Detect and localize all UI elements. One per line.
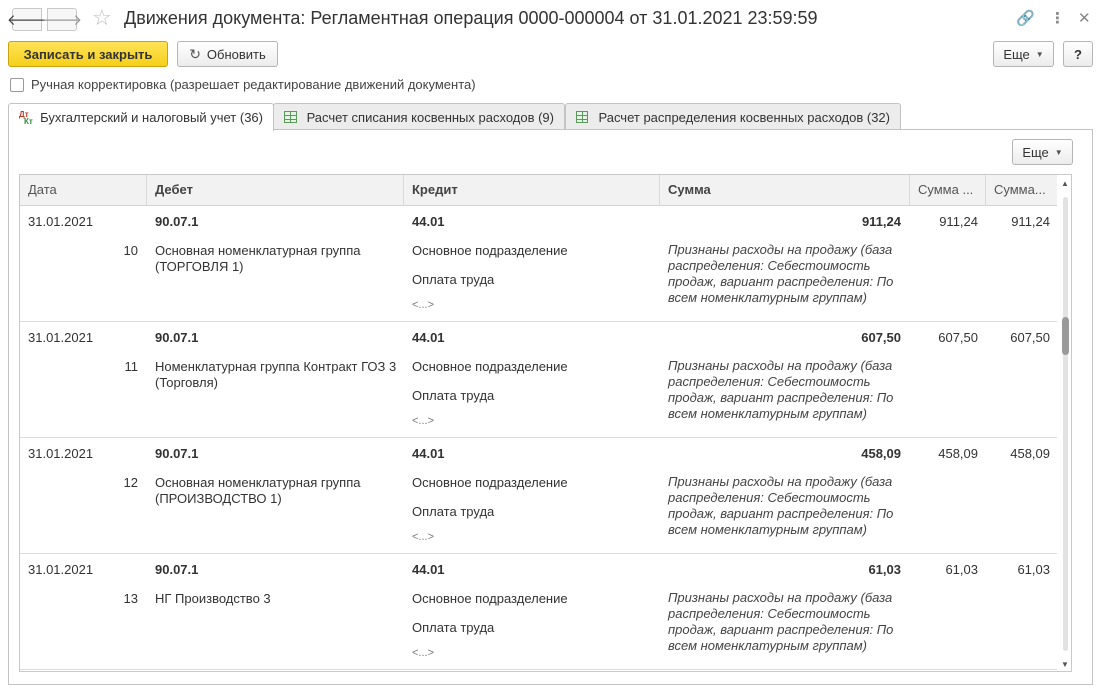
cell-debit-subconto: НГ Производство 3 bbox=[155, 591, 271, 606]
more-menu-button[interactable] bbox=[993, 41, 1054, 67]
table-row[interactable] bbox=[20, 206, 1057, 322]
cell-credit-subconto-2: Оплата труда bbox=[412, 504, 495, 519]
cell-credit-account: 44.01 bbox=[412, 214, 445, 229]
arrow-right-icon: 🡒 bbox=[41, 12, 83, 29]
caret-down-icon: ▼ bbox=[1035, 49, 1044, 59]
cell-line-number: 11 bbox=[124, 359, 138, 374]
tab-indirect-writeoff[interactable] bbox=[273, 103, 565, 130]
manual-edit-row bbox=[10, 77, 476, 92]
column-header-debit[interactable]: Дебет bbox=[147, 175, 404, 206]
cell-description: Признаны расходы на продажу (база распределения: Себестоимость продаж, вариант распределения: По всем номенклатурным группам) bbox=[668, 242, 894, 305]
cell-date: 31.01.2021 bbox=[28, 330, 94, 345]
tab-indirect-distribution[interactable] bbox=[565, 103, 901, 130]
cell-credit-subconto-1: Основное подразделение bbox=[412, 359, 568, 374]
cell-sum-3: 607,50 bbox=[1010, 330, 1050, 345]
table-row[interactable] bbox=[20, 322, 1057, 438]
caret-down-icon: ▼ bbox=[1054, 147, 1063, 157]
refresh-label: Обновить bbox=[206, 46, 266, 62]
cell-credit-account: 44.01 bbox=[412, 446, 445, 461]
close-icon[interactable]: ✕ bbox=[1078, 10, 1091, 27]
column-header-sum-2[interactable]: Сумма ... bbox=[910, 175, 986, 206]
cell-credit-more: <...> bbox=[412, 531, 435, 543]
manual-edit-checkbox[interactable] bbox=[10, 78, 24, 92]
cell-sum-2: 607,50 bbox=[938, 330, 978, 345]
refresh-button[interactable] bbox=[177, 41, 278, 67]
cell-sum-3: 458,09 bbox=[1010, 446, 1050, 461]
scroll-track[interactable] bbox=[1063, 197, 1068, 651]
cell-sum-3: 61,03 bbox=[1017, 562, 1050, 577]
column-header-sum[interactable]: Сумма bbox=[660, 175, 910, 206]
scroll-thumb[interactable] bbox=[1062, 317, 1069, 355]
cell-credit-subconto-1: Основное подразделение bbox=[412, 475, 568, 490]
favorite-star-icon[interactable]: ☆ bbox=[92, 5, 112, 30]
cell-credit-account: 44.01 bbox=[412, 562, 445, 577]
cell-debit-account: 90.07.1 bbox=[155, 330, 199, 345]
cell-date: 31.01.2021 bbox=[28, 562, 94, 577]
movements-table[interactable] bbox=[19, 174, 1072, 672]
cell-debit-subconto: Номенклатурная группа Контракт ГОЗ 3 (Торговля) bbox=[155, 359, 397, 390]
cell-line-number: 10 bbox=[123, 243, 138, 258]
panel-more-button[interactable] bbox=[1012, 139, 1073, 165]
cell-line-number: 13 bbox=[123, 591, 138, 606]
column-header-sum-3[interactable]: Сумма... bbox=[994, 182, 1046, 197]
cell-credit-subconto-1: Основное подразделение bbox=[412, 591, 568, 606]
scroll-up-icon[interactable]: ▲ bbox=[1061, 179, 1069, 188]
more-vertical-icon[interactable]: ⋮ bbox=[1050, 10, 1065, 27]
cell-date: 31.01.2021 bbox=[28, 214, 94, 229]
table-icon bbox=[576, 111, 588, 123]
panel-more-label: Еще bbox=[1022, 144, 1049, 160]
cell-debit-subconto: Основная номенклатурная группа (ПРОИЗВОДСТВО 1) bbox=[155, 475, 361, 506]
link-icon[interactable]: 🔗 bbox=[1016, 10, 1035, 27]
cell-credit-subconto-2: Оплата труда bbox=[412, 620, 495, 635]
title-bar bbox=[0, 0, 1100, 38]
table-row[interactable] bbox=[20, 438, 1057, 554]
cell-credit-subconto-1: Основное подразделение bbox=[412, 243, 568, 258]
vertical-scrollbar[interactable] bbox=[1059, 177, 1071, 671]
cell-sum-2: 911,24 bbox=[939, 214, 978, 229]
cell-sum-3: 911,24 bbox=[1011, 214, 1050, 229]
cell-sum: 607,50 bbox=[861, 330, 901, 345]
tab-accounting-label: Бухгалтерский и налоговый учет (36) bbox=[40, 110, 263, 125]
table-row[interactable] bbox=[20, 554, 1057, 670]
cell-debit-account: 90.07.1 bbox=[155, 214, 199, 229]
cell-credit-subconto-2: Оплата труда bbox=[412, 388, 495, 403]
window-title: Движения документа: Регламентная операция 0000-000004 от 31.01.2021 23:59:59 bbox=[124, 8, 818, 28]
dt-kt-icon: Дт Кт bbox=[19, 109, 33, 126]
cell-date: 31.01.2021 bbox=[28, 446, 94, 461]
more-label: Еще bbox=[1003, 46, 1030, 62]
cell-debit-account: 90.07.1 bbox=[155, 562, 199, 577]
column-header-credit[interactable]: Кредит bbox=[404, 175, 660, 206]
cell-sum: 911,24 bbox=[861, 214, 901, 229]
cell-credit-subconto-2: Оплата труда bbox=[412, 272, 495, 287]
cell-description: Признаны расходы на продажу (база распределения: Себестоимость продаж, вариант распределения: По всем номенклатурным группам) bbox=[668, 474, 894, 537]
arrow-left-icon: 🡐 bbox=[6, 12, 48, 29]
cell-debit-subconto: Основная номенклатурная группа (ТОРГОВЛЯ 1) bbox=[155, 243, 361, 274]
table-header bbox=[20, 175, 1057, 206]
cell-sum: 458,09 bbox=[861, 446, 901, 461]
manual-edit-label[interactable]: Ручная корректировка (разрешает редактирование движений документа) bbox=[31, 77, 476, 92]
cell-sum: 61,03 bbox=[868, 562, 901, 577]
tab-accounting[interactable] bbox=[8, 103, 274, 131]
tab-indirect-writeoff-label: Расчет списания косвенных расходов (9) bbox=[306, 109, 554, 125]
cell-credit-more: <...> bbox=[412, 299, 435, 311]
forward-button[interactable] bbox=[41, 8, 83, 31]
cell-sum-2: 61,03 bbox=[945, 562, 978, 577]
cell-credit-more: <...> bbox=[412, 647, 435, 659]
column-header-date[interactable]: Дата bbox=[20, 175, 147, 206]
cell-line-number: 12 bbox=[123, 475, 138, 490]
cell-credit-account: 44.01 bbox=[412, 330, 445, 345]
save-and-close-button[interactable]: Записать и закрыть bbox=[8, 41, 168, 67]
cell-credit-more: <...> bbox=[412, 415, 435, 427]
scroll-down-icon[interactable]: ▼ bbox=[1061, 660, 1069, 669]
table-icon bbox=[284, 111, 297, 123]
cell-description: Признаны расходы на продажу (база распределения: Себестоимость продаж, вариант распределения: По всем номенклатурным группам) bbox=[668, 590, 894, 653]
refresh-icon: ↻ bbox=[189, 45, 201, 62]
back-button[interactable] bbox=[6, 8, 48, 31]
cell-description: Признаны расходы на продажу (база распределения: Себестоимость продаж, вариант распределения: По всем номенклатурным группам) bbox=[668, 358, 894, 421]
cell-debit-account: 90.07.1 bbox=[155, 446, 199, 461]
help-button[interactable]: ? bbox=[1063, 41, 1093, 67]
cell-sum-2: 458,09 bbox=[938, 446, 978, 461]
tab-indirect-distribution-label: Расчет распределения косвенных расходов (32) bbox=[598, 109, 890, 125]
table-body bbox=[20, 206, 1057, 670]
